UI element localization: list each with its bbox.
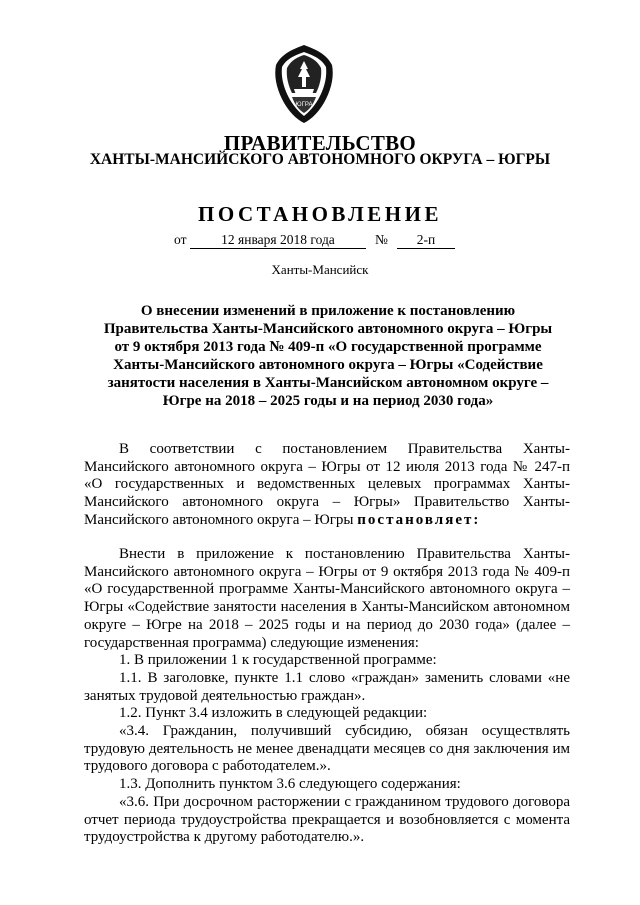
number-prefix: №	[375, 232, 388, 247]
coat-of-arms-icon	[272, 43, 336, 125]
document-number: 2-п	[397, 232, 455, 249]
body-paragraph: «3.6. При досрочном расторжении с гражданином трудового договора отчет периода трудоустройства прекращается и возобновляется с момента трудоустройства к другому работодателю.».	[84, 793, 570, 846]
title-line: Правительства Ханты-Мансийского автономного округа – Югры	[103, 321, 553, 337]
title-line: Югре на 2018 – 2025 годы и на период 2030 года»	[162, 393, 494, 409]
preamble-text: В соответствии с постановлением Правительства Ханты-Мансийского автономного округа – Югры от 12 июля 2013 года № 247-п «О государственных и ведомственных целевых программах Ханты-Мансийского автономного округа – Югры» Правительство Ханты-Мансийского автономного округа – Югры	[84, 441, 570, 528]
title-line: Ханты-Мансийского автономного округа – Югры «Содействие	[113, 357, 543, 373]
org-name-line2: ХАНТЫ-МАНСИЙСКОГО АВТОНОМНОГО ОКРУГА – ЮГРЫ	[89, 151, 551, 168]
org-name-line1: ПРАВИТЕЛЬСТВО	[223, 131, 417, 155]
resolves-word: постановляет:	[357, 511, 481, 528]
document-title	[88, 302, 568, 410]
body-paragraph: 1.2. Пункт 3.4 изложить в следующей редакции:	[119, 705, 428, 722]
body-section	[84, 546, 570, 847]
emblem-text: ЮГРА	[295, 102, 313, 108]
preamble-paragraph	[84, 441, 570, 530]
body-paragraph: 1.3. Дополнить пунктом 3.6 следующего содержания:	[119, 776, 461, 793]
title-line: О внесении изменений в приложение к постановлению	[140, 303, 516, 319]
city-name: Ханты-Мансийск	[271, 262, 369, 277]
title-line: занятости населения в Ханты-Мансийском автономном округе –	[107, 375, 549, 391]
body-paragraph: 1. В приложении 1 к государственной программе:	[119, 652, 437, 669]
body-paragraph: «3.4. Гражданин, получивший субсидию, обязан осуществлять трудовую деятельность не менее двенадцати месяцев со дня заключения им трудового договора с работодателем.».	[84, 723, 570, 775]
document-date: 12 января 2018 года	[190, 232, 366, 249]
document-type: ПОСТАНОВЛЕНИЕ	[198, 202, 442, 226]
date-prefix: от	[174, 232, 187, 247]
body-paragraph: Внести в приложение к постановлению Правительства Ханты-Мансийского автономного округа – Югры от 9 октября 2013 года № 409-п «О государственной программе Ханты-Мансийского автономного округа – Югры «Содействие занятости населения в Ханты-Мансийском автономном округе – Югре на 2018 – 2025 годы и на период до 2030 года» (далее – государственная программа) следующие изменения:	[84, 546, 570, 651]
title-line: от 9 октября 2013 года № 409-п «О государственной программе	[114, 339, 542, 355]
body-paragraph: 1.1. В заголовке, пункте 1.1 слово «граждан» заменить словами «не занятых трудовой деятельностью граждан».	[84, 669, 570, 704]
